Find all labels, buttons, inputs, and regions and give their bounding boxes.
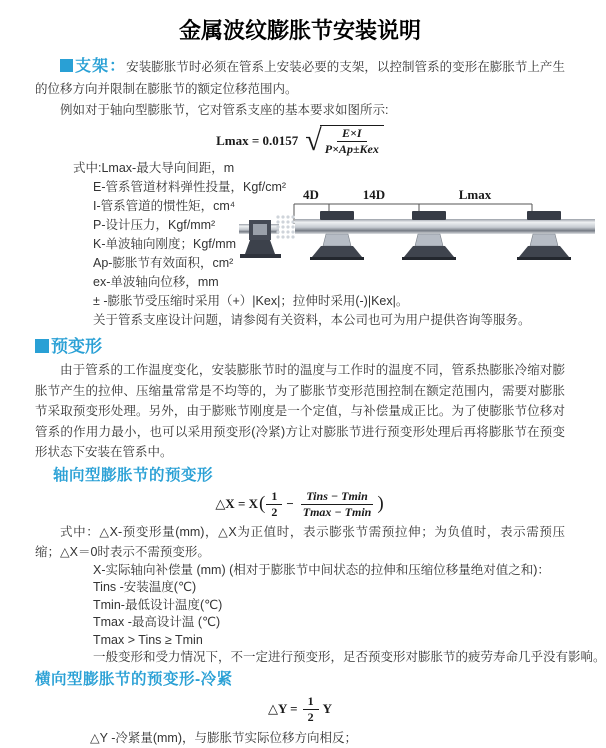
right-paren: ) bbox=[377, 493, 384, 514]
temp-fraction-numerator: Tins − Tmin bbox=[301, 489, 373, 505]
support-paragraph bbox=[35, 56, 565, 100]
var-line: ± -膨胀节受压缩时采用（+）|Kex|；拉伸时采用(-)|Kex|。 bbox=[93, 294, 409, 308]
var-line: I-管系管道的惯性矩，cm⁴ bbox=[93, 199, 236, 213]
var-line: K-单波轴向刚度；Kgf/mm bbox=[93, 237, 237, 251]
half-fraction bbox=[266, 489, 282, 520]
lmax-formula bbox=[35, 125, 565, 157]
half-numerator: 1 bbox=[266, 489, 282, 505]
bellows-icon bbox=[276, 215, 294, 238]
dim-label-lmax: Lmax bbox=[458, 187, 492, 202]
axial-formula-lhs: △X = X bbox=[215, 496, 258, 511]
predeform-heading bbox=[35, 336, 565, 358]
axial-subheading: 轴向型膨胀节的预变形 bbox=[53, 466, 214, 484]
half-denominator: 2 bbox=[307, 709, 314, 724]
var-line: 关于管系支座设计问题，请参阅有关资料，本公司也可为用户提供咨询等服务。 bbox=[93, 313, 531, 327]
pipe-support-diagram bbox=[237, 184, 597, 284]
guide-support bbox=[402, 211, 456, 260]
var-line: ex-单波轴向位移，mm bbox=[93, 275, 219, 289]
var-line: E-管系管道材料弹性投量，Kgf/cm² bbox=[93, 180, 287, 194]
support-intro-text: 安装膨胀节时必须在管系上安装必要的支架，以控制管系的变形在膨胀节上产生的位移方向并限制在膨胀节的额定位移范围内。 bbox=[35, 60, 565, 96]
sqrt-radical bbox=[305, 125, 384, 157]
lateral-formula-rhs: Y bbox=[322, 701, 332, 716]
axial-variables-block bbox=[35, 562, 606, 667]
page-title: 金属波纹膨胀节安装说明 bbox=[178, 18, 421, 43]
lateral-note-line: △Y -冷紧量(mm)，与膨胀节实际位移方向相反； bbox=[90, 730, 358, 745]
minus-operator: − bbox=[286, 496, 294, 511]
lmax-formula-lhs: Lmax = 0.0157 bbox=[216, 133, 299, 148]
var-line: Tmax -最高设计温 (℃) bbox=[93, 615, 221, 629]
dim-label-4d: 4D bbox=[303, 187, 319, 202]
support-heading: 支架： bbox=[75, 58, 127, 75]
var-line: Ap-膨胀节有效面积，cm² bbox=[93, 256, 234, 270]
var-line: Tmin-最低设计温度(℃) bbox=[93, 597, 223, 612]
guide-support bbox=[310, 211, 364, 260]
guide-support bbox=[517, 211, 571, 260]
blue-square-icon bbox=[60, 59, 73, 72]
lateral-formula bbox=[35, 694, 565, 725]
lmax-fraction-denominator: P×Ap±Kex bbox=[324, 142, 379, 156]
half-fraction bbox=[303, 694, 319, 725]
radical-sign-icon: √ bbox=[305, 124, 322, 157]
lateral-formula-lhs: △Y = bbox=[268, 701, 298, 716]
blue-square-icon bbox=[35, 339, 49, 353]
support-example-line: 例如对于轴向型膨胀节，它对管系支座的基本要求如图所示: bbox=[60, 103, 389, 117]
lateral-subheading: 横向型膨胀节的预变形-冷紧 bbox=[35, 670, 233, 688]
pipe bbox=[295, 219, 595, 234]
half-denominator: 2 bbox=[271, 504, 278, 519]
lmax-fraction bbox=[320, 125, 384, 157]
left-paren: ( bbox=[259, 493, 266, 514]
predeform-paragraph: 由于管系的工作温度变化，安装膨胀节时的温度与工作时的温度不同，管系热膨胀冷缩对膨胀节产生的拉伸、压缩量常常是不均等的，为了膨胀节变形范围控制在额定范围内，需要对膨胀节采取预变形处理。另外，由于膨账节刚度是一个定值，与补偿量成正比。为了使膨胀节位移对管系的作用力最小，也可以采用预变形(冷紧)方让对膨胀节进行预变形处理后再将膨胀节在预变形状态下安装在管系中。 bbox=[35, 363, 565, 459]
half-numerator: 1 bbox=[303, 694, 319, 710]
var-line: 式中:Lmax-最大导向间距，m bbox=[73, 161, 235, 175]
var-line: 一般变形和受力情况下，不一定进行预变形，足否预变形对膨胀节的疲劳寿命几乎没有影响。 bbox=[93, 650, 606, 664]
lmax-fraction-numerator: E×I bbox=[337, 126, 367, 142]
predeform-heading-label: 预变形 bbox=[51, 337, 102, 356]
var-line: X-实际轴向补偿量 (mm) (相对于膨胀节中间状态的拉伸和压缩位移量绝对值之和)： bbox=[93, 562, 550, 577]
var-line: Tmax > Tins ≥ Tmin bbox=[93, 632, 203, 647]
temp-fraction bbox=[298, 489, 377, 520]
axial-explain-paragraph: 式中：△X-预变形量(mm)，△X为正值时，表示膨张节需预拉伸；为负值时，表示需预压缩；△X＝0时表示不需预变形。 bbox=[35, 524, 565, 559]
temp-fraction-denominator: Tmax − Tmin bbox=[302, 504, 372, 519]
dim-label-14d: 14D bbox=[362, 187, 386, 202]
support-variables-block bbox=[35, 159, 565, 330]
var-line: P-设计压力，Kgf/mm² bbox=[93, 218, 216, 232]
axial-formula bbox=[35, 489, 565, 520]
var-line: Tins -安装温度(℃) bbox=[93, 580, 197, 594]
